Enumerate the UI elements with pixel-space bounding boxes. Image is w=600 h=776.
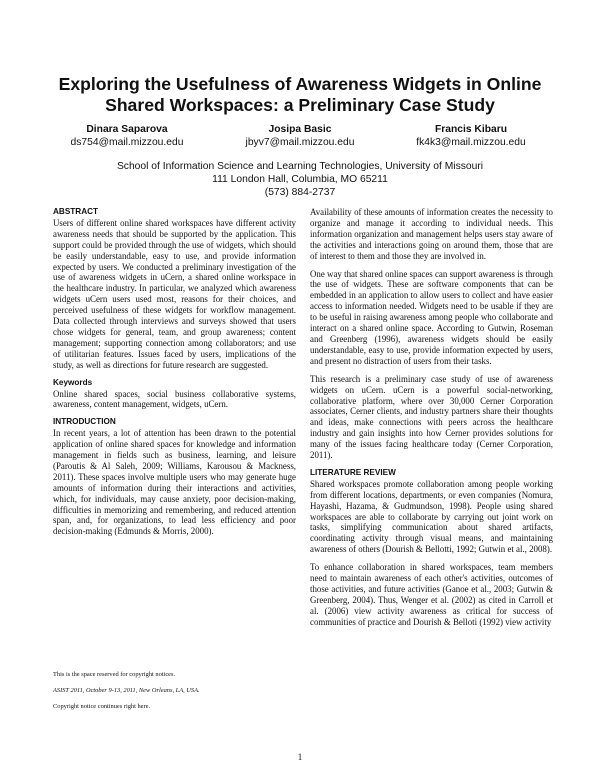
author-name: Josipa Basic — [268, 124, 332, 135]
left-column — [53, 207, 296, 537]
paper-title: Exploring the Usefulness of Awareness Widgets in Online Shared Workspaces: a Preliminary Case Study — [58, 74, 542, 115]
body-paragraph: Availability of these amounts of information creates the necessity to organize and manage it according to individual needs. This information organization and management helps users stay aware of the activities and interactions going on around them, those that are of interest to them and those they are involved in. — [310, 207, 553, 261]
author-email: jbyv7@mail.mizzou.edu — [245, 137, 355, 148]
author-name: Dinara Saparova — [86, 124, 168, 135]
abstract-text: Users of different online shared workspaces have different activity awareness needs that should be supported by the application. This support could be provided through the use of widgets, which should be easily understandable, easy to use, and provide information expected by users. We conducted a preliminary investigation of the use of awareness widgets in uCern, a shared online workspace in the healthcare industry. In particular, we analyzed which awareness widgets uCern users used most, reasons for their choices, and perceived usefulness of these widgets for workflow management. Data collected through interviews and surveys showed that users chose widgets for general, team, and group awareness; content management; supporting connection among collaborators; and use of utilitarian features. Issues faced by users, implications of the study, as well as directions for future research are suggested. — [53, 217, 296, 370]
affiliation-line: (573) 884-2737 — [264, 187, 336, 198]
copyright-block — [53, 670, 296, 718]
author-name: Francis Kibaru — [434, 124, 508, 135]
body-paragraph: This research is a preliminary case study of use of awareness widgets on uCern. uCern is a powerful social-networking, collaborative platform, where over 30,000 Cerner Corporation associates, Cerner clients, and industry partners share their thoughts and ideas, make connections with peers across the healthcare industry and gain insights into how Cerner provides solutions for many of the issues facing healthcare today (Cerner Corporation, 2011). — [310, 373, 553, 461]
body-paragraph: To enhance collaboration in shared workspaces, team members need to maintain awareness of each other's activities, outcomes of those activities, and future activities (Ganoe et al., 2003; Gutwin & Greenberg, 2004). Thus, Wenger et al. (2002) as cited in Carroll et al. (2006) view activity awareness as critical for success of communities of practice and Dourish & Belloti (1992) view activity — [310, 562, 553, 627]
author-block — [215, 123, 385, 149]
introduction-text: In recent years, a lot of attention has been drawn to the potential application of online shared spaces for knowledge and information management in fields such as business, learning, and leisure (Paroutis & Al Saleh, 2009; Williams, Karousou & Mackness, 2011). These spaces involve multiple users who may generate huge amounts of information during their interactions and activities, which, for individuals, may cause anxiety, poor decision-making, difficulties in memorizing and remembering, and reduced attention span, and, for organizations, to lead less efficiency and poor decision-making (Edmunds & Morris, 2000). — [53, 428, 296, 537]
literature-review-heading: LITERATURE REVIEW — [310, 467, 396, 477]
author-block — [42, 123, 212, 149]
introduction-heading: INTRODUCTION — [53, 417, 116, 427]
body-paragraph: Shared workspaces promote collaboration among people working from different locations, departments, or even companies (Nomura, Hayashi, Hazama, & Gudmundson, 1998). People using shared workspaces are able to collaborate by carrying out joint work on tasks, simplifying communication about shared artifacts, coordinating activity through visual means, and maintaining awareness of others (Dourish & Bellotti, 1992; Gutwin et al., 2008). — [310, 478, 553, 555]
author-block — [386, 123, 556, 149]
author-email: fk4k3@mail.mizzou.edu — [416, 137, 526, 148]
body-paragraph: One way that shared online spaces can support awareness is through the use of widgets. These are software components that can be embedded in an application to allow users to collect and have easier access to information needed. Widgets need to be usable if they are to be useful in raising awareness among people who collaborate and interact on a shared online space. According to Gutwin, Roseman and Greenberg (1996), awareness widgets should be easily understandable, easy to use, provide information expected by users, and present no distraction of users from their tasks. — [310, 268, 553, 366]
keywords-text: Online shared spaces, social business collaborative systems, awareness, content management, widgets, uCern. — [53, 388, 296, 410]
conference-line: ASIST 2011, October 9-13, 2011, New Orleans, LA, USA. — [53, 687, 200, 694]
author-email: ds754@mail.mizzou.edu — [70, 137, 184, 148]
copyright-line: Copyright notice continues right here. — [53, 703, 151, 710]
affiliation — [40, 160, 560, 199]
abstract-heading: ABSTRACT — [53, 207, 99, 216]
affiliation-line: 111 London Hall, Columbia, MO 65211 — [212, 174, 388, 185]
affiliation-line: School of Information Science and Learning Technologies, University of Missouri — [116, 161, 484, 172]
right-column — [310, 207, 553, 628]
copyright-line: This is the space reserved for copyright notices. — [53, 671, 176, 678]
keywords-heading: Keywords — [53, 377, 93, 387]
page-number: 1 — [297, 752, 303, 762]
